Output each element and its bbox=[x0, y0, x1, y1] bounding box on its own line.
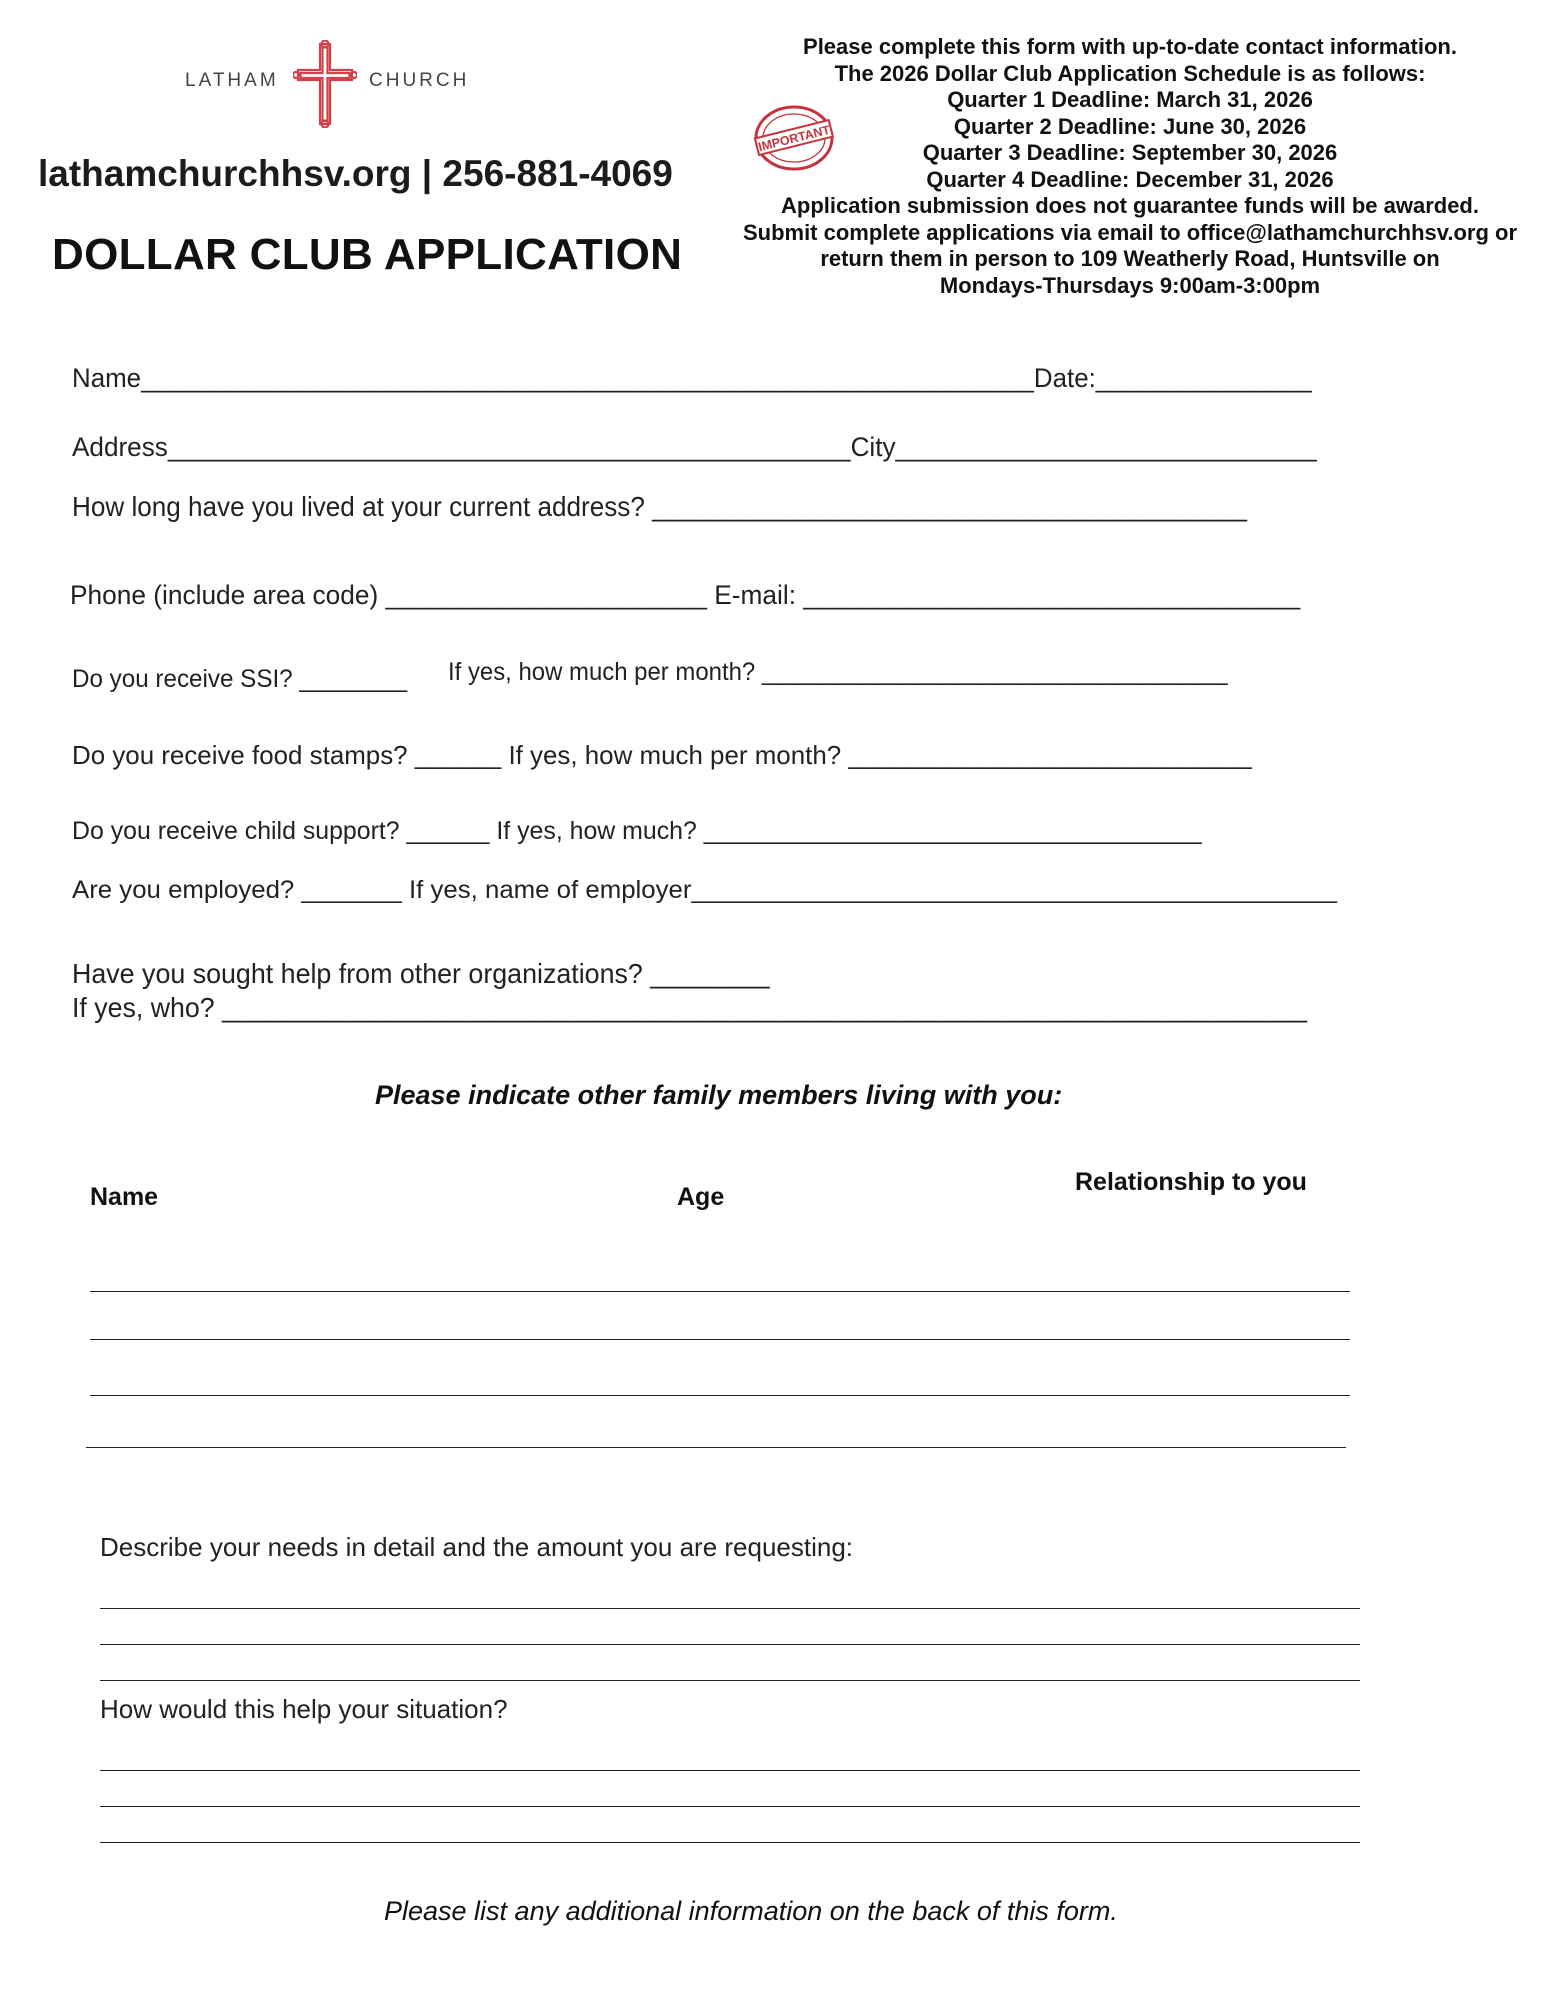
notice-line: Quarter 2 Deadline: June 30, 2026 bbox=[953, 113, 1307, 139]
situation-label: How would this help your situation? bbox=[100, 1694, 508, 1724]
notice-line: The 2026 Dollar Club Application Schedule is as follows: bbox=[834, 60, 1426, 86]
address-city-field[interactable]: Address_______________________________________________City_____________________________ bbox=[72, 432, 1317, 462]
situation-line-1[interactable] bbox=[100, 1770, 1360, 1771]
name-date-field[interactable]: Name______________________________________________________________Date:_______________ bbox=[72, 363, 1312, 393]
situation-line-2[interactable] bbox=[100, 1806, 1360, 1807]
needs-label: Describe your needs in detail and the amount you are requesting: bbox=[100, 1532, 854, 1562]
residence-duration-field[interactable]: How long have you lived at your current address? _________________________________________ bbox=[72, 491, 1248, 522]
application-schedule-notice bbox=[690, 34, 1545, 299]
needs-line-3[interactable] bbox=[100, 1680, 1360, 1681]
logo-text-latham: LATHAM bbox=[185, 70, 279, 91]
employment-field[interactable]: Are you employed? _______ If yes, name of employer_____________________________________________ bbox=[72, 876, 1338, 904]
phone-email-field[interactable]: Phone (include area code) ______________________ E-mail: __________________________________ bbox=[70, 580, 1301, 610]
footer-note: Please list any additional information on the back of this form. bbox=[384, 1896, 1118, 1926]
family-member-line-1[interactable] bbox=[90, 1291, 1350, 1292]
logo-text-church: CHURCH bbox=[369, 70, 470, 91]
notice-line: Mondays-Thursdays 9:00am-3:00pm bbox=[939, 272, 1321, 298]
svg-text:IMPORTANT: IMPORTANT bbox=[756, 122, 832, 155]
ssi-amount-field[interactable]: If yes, how much per month? ___________________________________ bbox=[448, 658, 1228, 686]
family-member-line-3[interactable] bbox=[90, 1395, 1350, 1396]
family-member-line-2[interactable] bbox=[90, 1339, 1350, 1340]
notice-line: Submit complete applications via email to office@lathamchurchhsv.org or bbox=[742, 219, 1518, 245]
other-organizations-field[interactable]: Have you sought help from other organizations? ________ bbox=[72, 958, 770, 989]
notice-line: Please complete this form with up-to-date contact information. bbox=[803, 34, 1457, 59]
cross-icon bbox=[293, 40, 357, 128]
notice-line: Quarter 4 Deadline: December 31, 2026 bbox=[926, 166, 1334, 192]
situation-line-3[interactable] bbox=[100, 1842, 1360, 1843]
family-member-line-4[interactable] bbox=[86, 1447, 1346, 1448]
column-header-relationship: Relationship to you bbox=[1075, 1168, 1307, 1196]
ssi-field[interactable]: Do you receive SSI? ________ bbox=[72, 665, 408, 693]
notice-line: return them in person to 109 Weatherly Road, Huntsville on bbox=[820, 246, 1440, 271]
column-header-name: Name bbox=[90, 1183, 159, 1211]
family-section-heading: Please indicate other family members living with you: bbox=[375, 1080, 1063, 1110]
notice-line: Quarter 3 Deadline: September 30, 2026 bbox=[922, 140, 1338, 165]
website-phone: lathamchurchhsv.org | 256-881-4069 bbox=[38, 153, 673, 194]
column-header-age: Age bbox=[677, 1183, 725, 1211]
notice-line: Quarter 1 Deadline: March 31, 2026 bbox=[947, 87, 1313, 112]
other-organizations-who-field[interactable]: If yes, who? _________________________________________________________________________ bbox=[72, 992, 1307, 1023]
notice-line: Application submission does not guarantee funds will be awarded. bbox=[781, 193, 1479, 218]
page-title: DOLLAR CLUB APPLICATION bbox=[52, 230, 683, 279]
needs-line-1[interactable] bbox=[100, 1608, 1360, 1609]
church-logo bbox=[185, 40, 485, 130]
food-stamps-field[interactable]: Do you receive food stamps? ______ If yes, how much per month? ____________________________ bbox=[72, 740, 1252, 770]
needs-line-2[interactable] bbox=[100, 1644, 1360, 1645]
child-support-field[interactable]: Do you receive child support? ______ If yes, how much? ____________________________________ bbox=[72, 817, 1202, 845]
